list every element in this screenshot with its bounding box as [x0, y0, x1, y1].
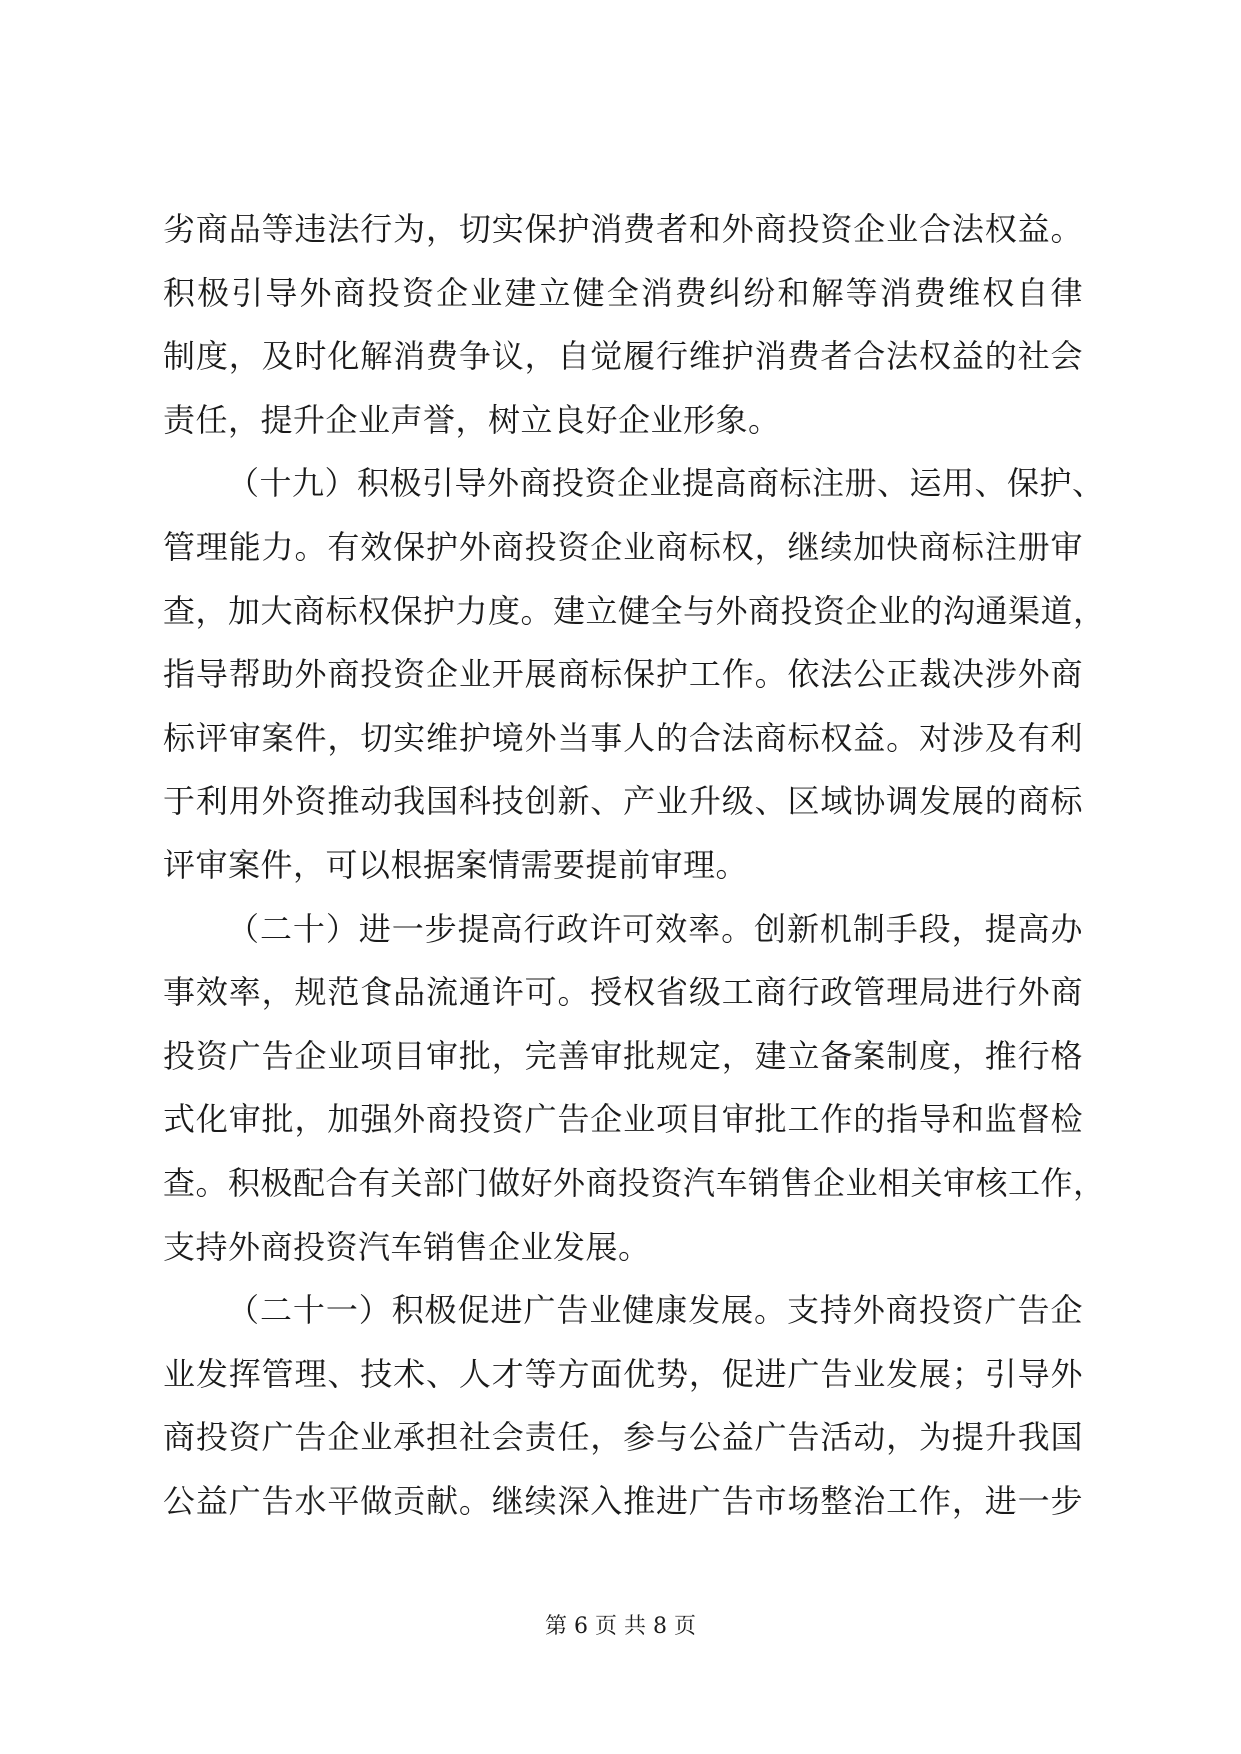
text-line: 管理能力。有效保护外商投资企业商标权，继续加快商标注册审	[163, 527, 1083, 566]
text-line: 积极引导外商投资企业建立健全消费纠纷和解等消费维权自律	[163, 273, 1083, 312]
text-line: 指导帮助外商投资企业开展商标保护工作。依法公正裁决涉外商	[163, 655, 1083, 694]
page-number-footer: 第 6 页 共 8 页	[545, 1614, 696, 1639]
paragraph-start-line: （十九）积极引导外商投资企业提高商标注册、运用、保护、	[227, 464, 1105, 503]
text-line: 查。积极配合有关部门做好外商投资汽车销售企业相关审核工作，	[163, 1163, 1106, 1202]
text-line: 劣商品等违法行为，切实保护消费者和外商投资企业合法权益。	[163, 210, 1083, 248]
text-line: 标评审案件，切实维护境外当事人的合法商标权益。对涉及有利	[163, 718, 1083, 757]
text-line: 事效率，规范食品流通许可。授权省级工商行政管理局进行外商	[163, 973, 1083, 1012]
text-line: 业发挥管理、技术、人才等方面优势，促进广告业发展；引导外	[163, 1354, 1083, 1393]
text-line: 支持外商投资汽车销售企业发展。	[163, 1227, 651, 1266]
text-line: 投资广告企业项目审批，完善审批规定，建立备案制度，推行格	[163, 1036, 1083, 1075]
text-line: 查，加大商标权保护力度。建立健全与外商投资企业的沟通渠道，	[163, 591, 1106, 630]
text-line: 公益广告水平做贡献。继续深入推进广告市场整治工作，进一步	[163, 1481, 1083, 1520]
text-line: 评审案件，可以根据案情需要提前审理。	[163, 845, 749, 884]
document-body	[163, 198, 1106, 1533]
text-line: 式化审批，加强外商投资广告企业项目审批工作的指导和监督检	[163, 1100, 1083, 1139]
text-line: 责任，提升企业声誉，树立良好企业形象。	[163, 400, 781, 439]
text-line: 商投资广告企业承担社会责任，参与公益广告活动，为提升我国	[163, 1418, 1083, 1457]
paragraph-start-line: （二十）进一步提高行政许可效率。创新机制手段，提高办	[227, 909, 1083, 948]
text-line: 于利用外资推动我国科技创新、产业升级、区域协调发展的商标	[163, 782, 1083, 821]
paragraph-start-line: （二十一）积极促进广告业健康发展。支持外商投资广告企	[227, 1291, 1083, 1330]
text-line: 制度，及时化解消费争议，自觉履行维护消费者合法权益的社会	[163, 337, 1083, 376]
